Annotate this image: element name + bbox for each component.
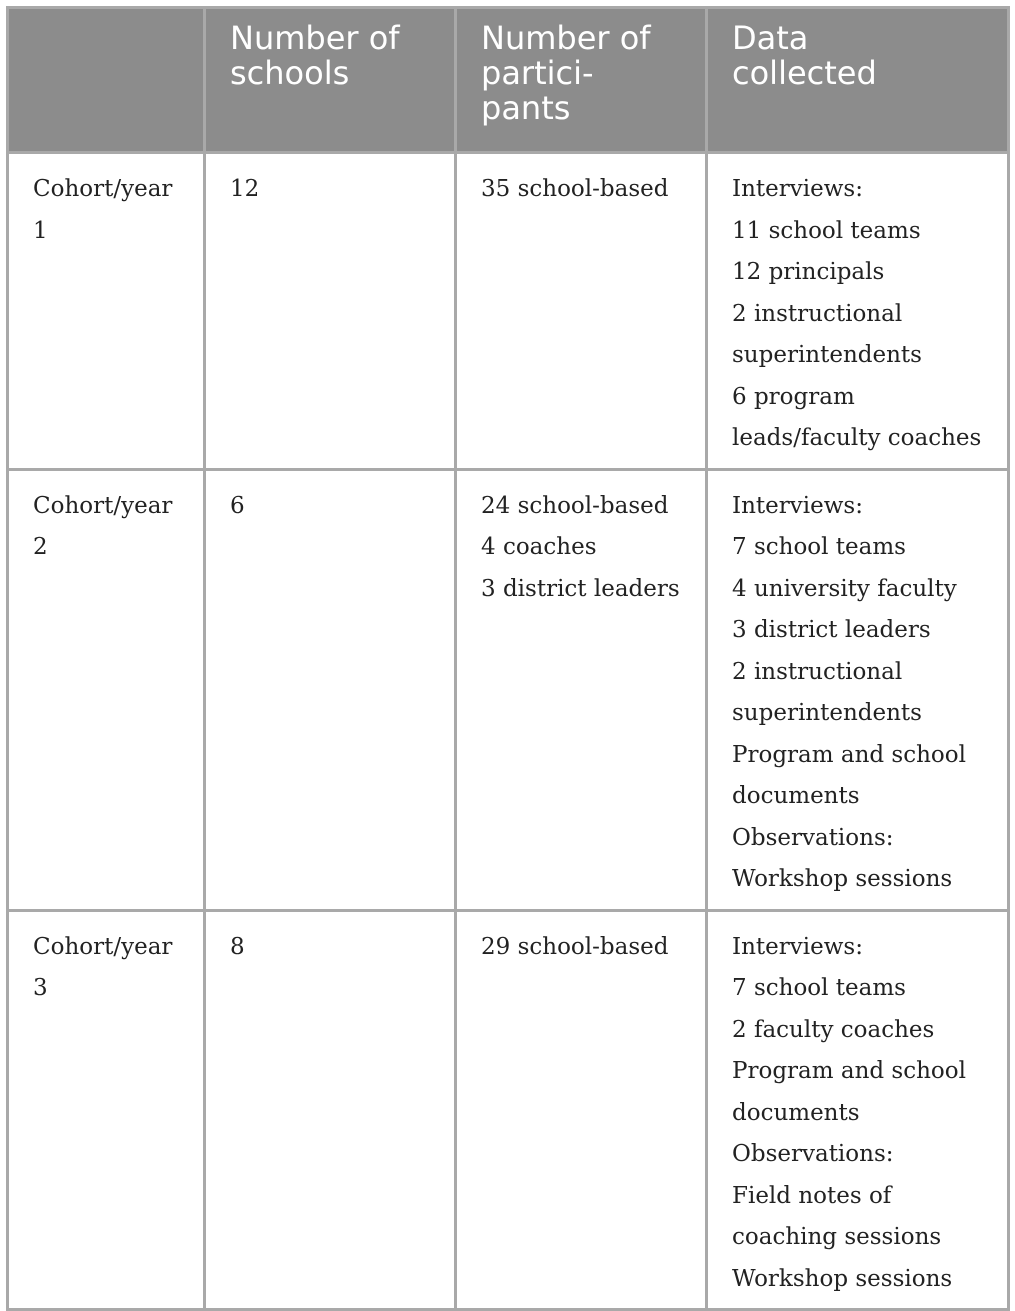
schools-cell — [205, 910, 456, 1310]
participants-line: 35 school-based — [481, 176, 669, 202]
data-collected-line: leads/faculty coaches — [732, 425, 982, 451]
table-header — [8, 8, 1009, 153]
data-collected-line: 7 school teams — [732, 975, 906, 1001]
data-collected-line: superintendents — [732, 342, 922, 368]
data-collected-line: 3 district leaders — [732, 617, 931, 643]
data-collected-line: Program and school — [732, 741, 966, 768]
participants-line: 3 district leaders — [481, 575, 680, 602]
data-collected-line: Observations: — [732, 1141, 894, 1167]
data-collected-line: Workshop sessions — [732, 866, 953, 892]
cohort-cell — [8, 153, 205, 470]
schools-value: 12 — [230, 176, 260, 202]
cohort-number: 3 — [33, 975, 48, 1001]
schools-value: 8 — [230, 933, 245, 960]
data-collected-line: 6 program — [732, 383, 855, 410]
data-collected-cell — [707, 910, 1009, 1310]
schools-cell — [205, 153, 456, 470]
table-row — [8, 153, 1009, 470]
data-collected-line: Program and school — [732, 1058, 966, 1084]
header-cell-number-of-schools — [205, 8, 456, 153]
data-collected-line: Workshop sessions — [732, 1265, 953, 1292]
data-collected-line: coaching sessions — [732, 1224, 942, 1250]
data-collected-cell — [707, 469, 1009, 910]
header-cell-blank — [8, 8, 205, 153]
cohort-cell — [8, 469, 205, 910]
cohort-number: 2 — [33, 534, 48, 560]
header-text: partici- — [481, 54, 594, 92]
data-collected-line: Interviews: — [732, 492, 863, 519]
participants-cell — [456, 469, 707, 910]
data-collected-line: Observations: — [732, 824, 894, 851]
data-collected-line: 2 instructional — [732, 658, 903, 685]
table-row — [8, 469, 1009, 910]
cohort-label: Cohort/year — [33, 933, 173, 960]
header-text: collected — [732, 54, 877, 92]
header-text: pants — [481, 89, 571, 127]
header-text: schools — [230, 54, 350, 92]
data-collected-line: 4 university faculty — [732, 575, 957, 602]
participants-cell — [456, 910, 707, 1310]
table-row — [8, 910, 1009, 1310]
header-text: Data — [732, 19, 809, 57]
data-collected-line: Interviews: — [732, 176, 863, 202]
cohort-label: Cohort/year — [33, 492, 173, 519]
data-collected-line: Interviews: — [732, 933, 863, 960]
header-row — [8, 8, 1009, 153]
participants-line: 29 school-based — [481, 933, 669, 960]
data-collection-table — [6, 6, 1010, 1311]
cohort-number: 1 — [33, 217, 48, 244]
data-collected-line: 12 principals — [732, 259, 885, 285]
participants-cell — [456, 153, 707, 470]
data-collected-line: 7 school teams — [732, 534, 906, 560]
data-collected-line: documents — [732, 1099, 860, 1126]
data-collected-line: Field notes of — [732, 1182, 892, 1209]
data-collected-line: documents — [732, 783, 860, 809]
participants-line: 4 coaches — [481, 534, 597, 560]
schools-cell — [205, 469, 456, 910]
header-cell-data-collected — [707, 8, 1009, 153]
participants-line: 24 school-based — [481, 492, 669, 519]
cohort-cell — [8, 910, 205, 1310]
header-text: Number of — [230, 19, 400, 57]
data-collected-line: 11 school teams — [732, 217, 921, 244]
schools-value: 6 — [230, 492, 245, 519]
data-collected-line: 2 faculty coaches — [732, 1016, 935, 1043]
table-body — [8, 153, 1009, 1310]
data-collected-line: 2 instructional — [732, 300, 903, 327]
data-collected-cell — [707, 153, 1009, 470]
cohort-label: Cohort/year — [33, 176, 173, 202]
header-text: Number of — [481, 19, 651, 57]
header-cell-number-of-participants — [456, 8, 707, 153]
data-collected-line: superintendents — [732, 700, 922, 726]
